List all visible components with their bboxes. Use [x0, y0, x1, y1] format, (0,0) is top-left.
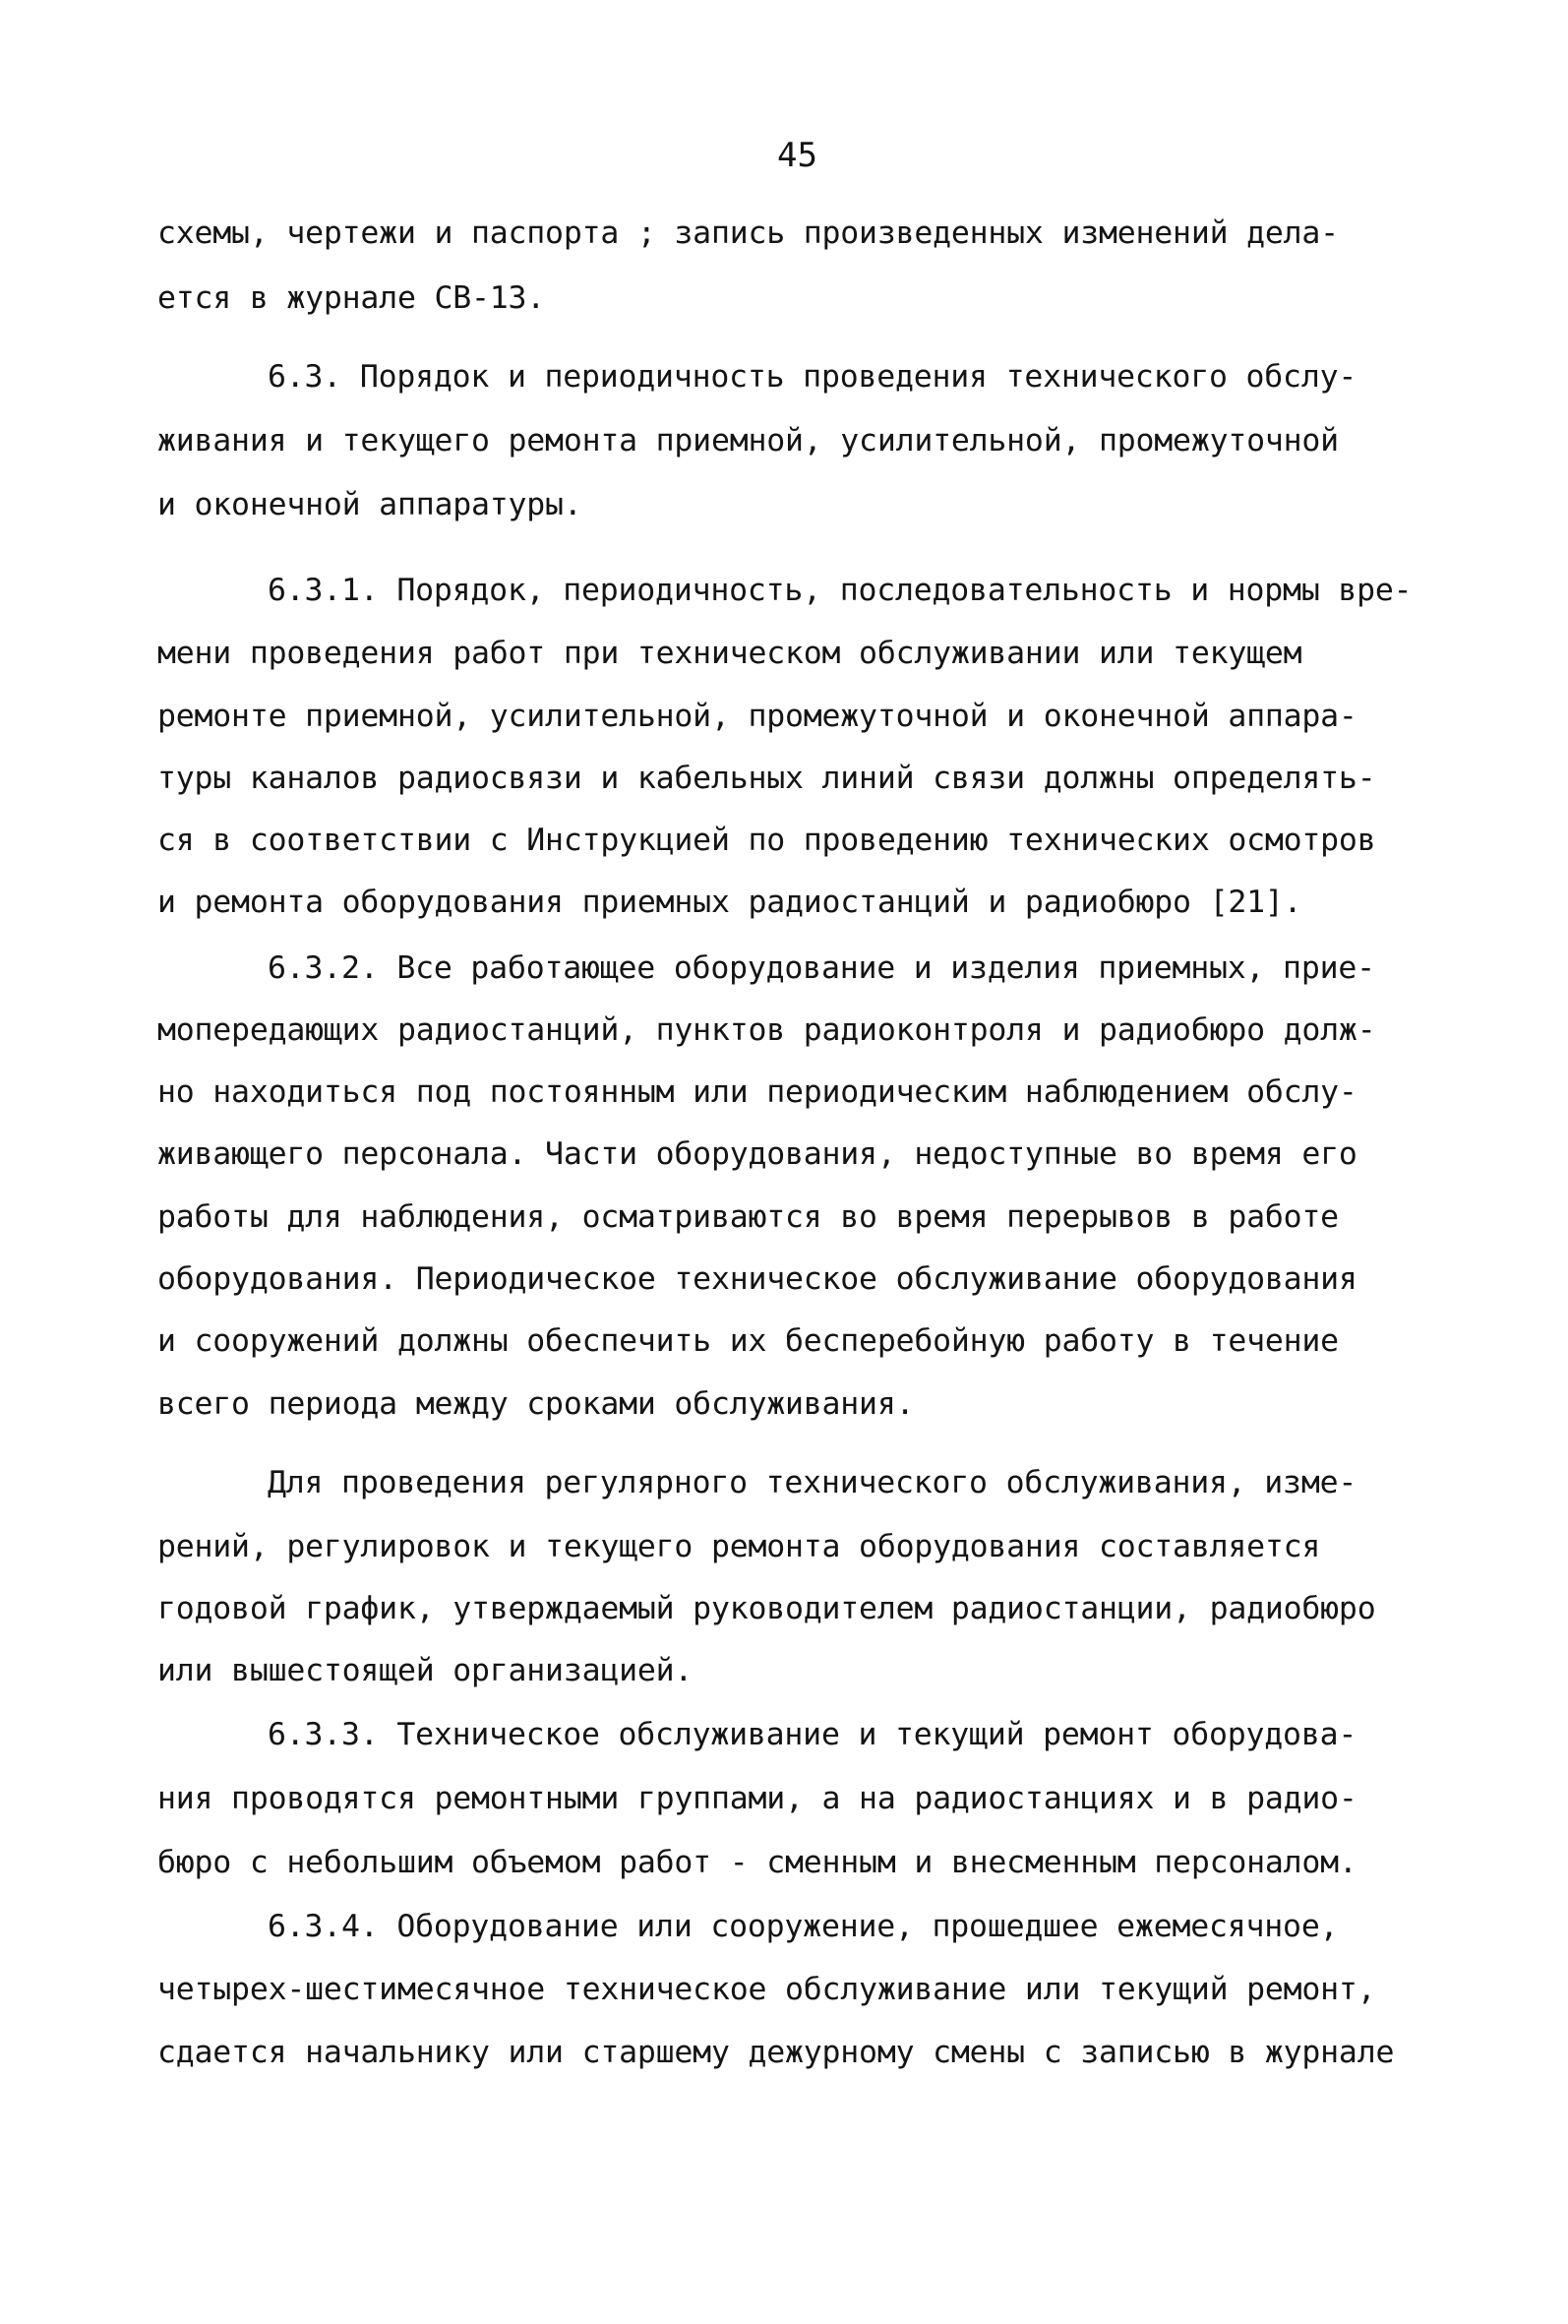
text-line: схемы, чертежи и паспорта ; запись произведенных изменений дела- — [157, 215, 1339, 251]
text-line: 6.3. Порядок и периодичность проведения технического обслу- — [268, 359, 1357, 395]
text-line: сдается начальнику или старшему дежурному смены с записью в журнале — [157, 2035, 1395, 2070]
text-line: 6.3.1. Порядок, периодичность, последовательность и нормы вре- — [268, 573, 1413, 608]
page-number: 45 — [777, 136, 817, 175]
text-line: годовой график, утверждаемый руководителем радиостанции, радиобюро — [157, 1591, 1376, 1626]
text-line: 6.3.4. Оборудование или сооружение, прошедшее ежемесячное, — [268, 1909, 1339, 1944]
text-line: оборудования. Периодическое техническое обслуживание оборудования — [157, 1261, 1357, 1297]
text-line: ется в журнале СВ-13. — [157, 280, 546, 316]
text-line: живающего персонала. Части оборудования, недоступные во время его — [157, 1136, 1357, 1172]
text-line: но находиться под постоянным или периодическим наблюдением обслу- — [157, 1074, 1357, 1110]
text-line: 6.3.3. Техническое обслуживание и текущий ремонт оборудова- — [268, 1717, 1357, 1752]
text-line: туры каналов радиосвязи и кабельных линий связи должны определять- — [157, 761, 1376, 796]
text-line: работы для наблюдения, осматриваются во время перерывов в работе — [157, 1199, 1339, 1235]
text-line: и оконечной аппаратуры. — [157, 487, 582, 522]
text-line: бюро с небольшим объемом работ - сменным и внесменным персоналом. — [157, 1845, 1357, 1880]
text-line: живания и текущего ремонта приемной, усилительной, промежуточной — [157, 423, 1339, 459]
text-line: четырех-шестимесячное техническое обслуживание или текущий ремонт, — [157, 1972, 1376, 2007]
text-line: всего периода между сроками обслуживания. — [157, 1386, 915, 1422]
text-line: или вышестоящей организацией. — [157, 1653, 694, 1688]
text-line: мени проведения работ при техническом обслуживании или текущем — [157, 636, 1302, 671]
text-line: Для проведения регулярного технического обслуживания, изме- — [268, 1465, 1357, 1500]
text-line: и сооружений должны обеспечить их бесперебойную работу в течение — [157, 1323, 1339, 1359]
text-line: ремонте приемной, усилительной, промежуточной и оконечной аппара- — [157, 699, 1357, 734]
text-line: рений, регулировок и текущего ремонта оборудования составляется — [157, 1529, 1321, 1564]
text-line: мопередающих радиостанций, пунктов радиоконтроля и радиобюро долж- — [157, 1012, 1376, 1048]
text-line: ся в соответствии с Инструкцией по проведению технических осмотров — [157, 823, 1376, 858]
text-line: 6.3.2. Все работающее оборудование и изделия приемных, прие- — [268, 950, 1375, 986]
text-line: и ремонта оборудования приемных радиостанций и радиобюро [21]. — [157, 885, 1302, 920]
text-line: ния проводятся ремонтными группами, а на радиостанциях и в радио- — [157, 1781, 1357, 1816]
